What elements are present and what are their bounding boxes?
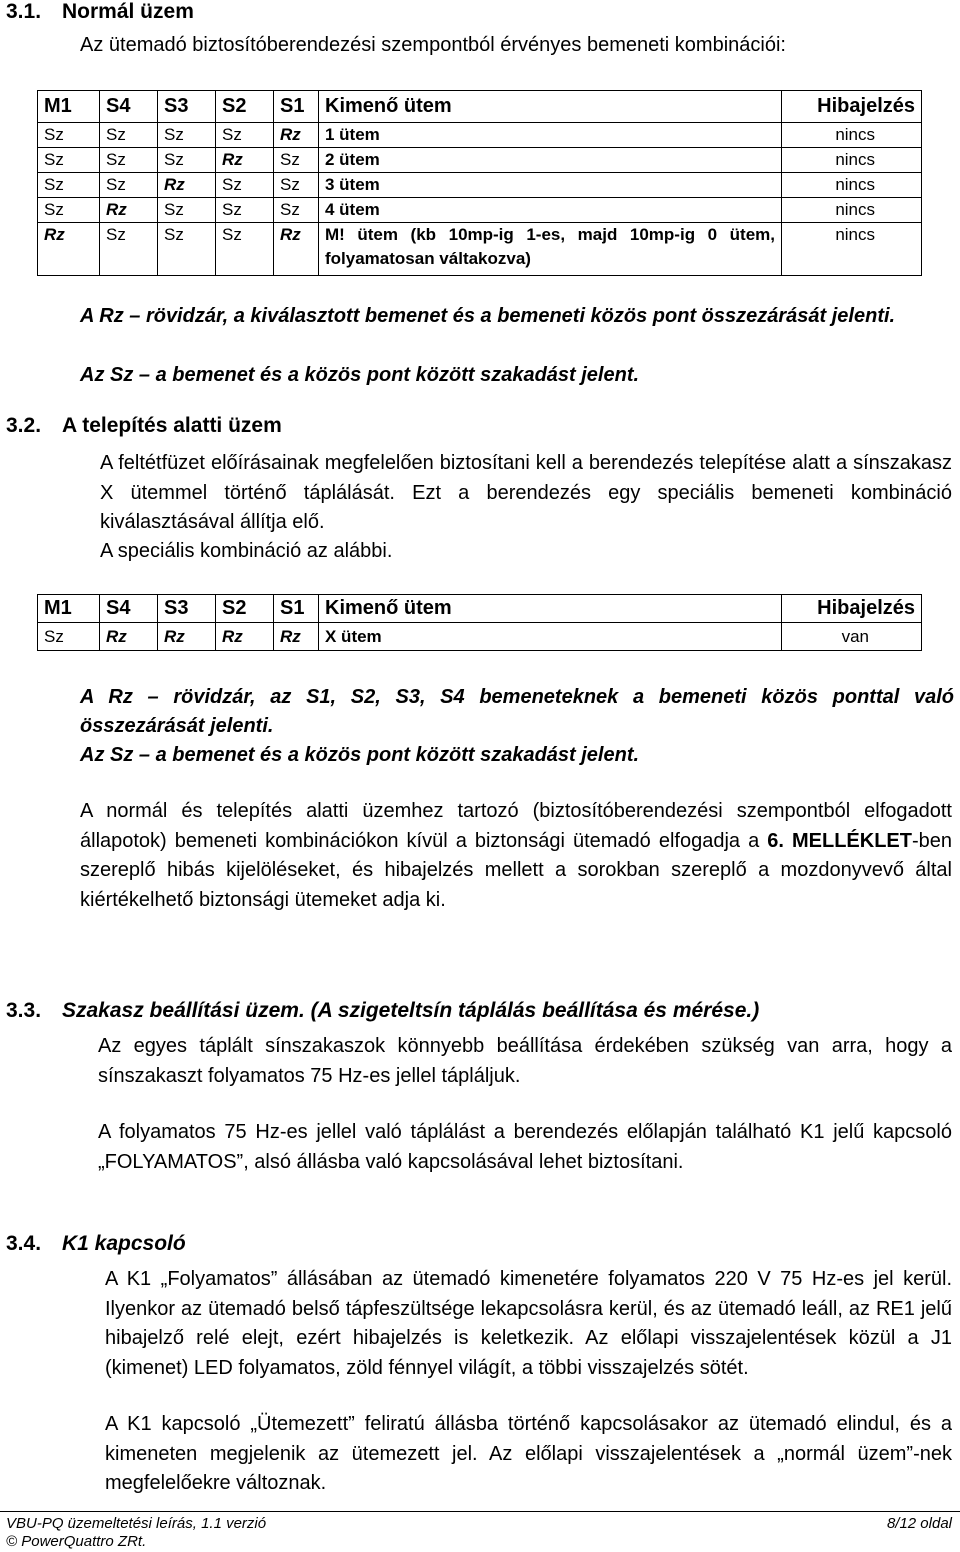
cell-output: 1 ütem (319, 123, 782, 148)
cell: Sz (100, 123, 158, 148)
col-header-output: Kimenő ütem (319, 91, 782, 123)
cell: Sz (100, 148, 158, 173)
cell-output: 4 ütem (319, 198, 782, 223)
text-before: A normál és telepítés alatti üzemhez tartozó (biztosítóberendezési szempontból elfogadott állapotok) bemeneti kombinációkon kívül a biztonsági ütemadó elfogadja a (80, 800, 952, 852)
install-mode-note: A speciális kombináció az alábbi. (100, 540, 393, 562)
col-header-s1: S1 (274, 91, 319, 123)
col-header-s3: S3 (158, 91, 216, 123)
cell: Rz (100, 623, 158, 651)
cell: Sz (216, 198, 274, 223)
cell: Rz (100, 198, 158, 223)
cell-error: nincs (782, 123, 922, 148)
section-heading-3-3 (6, 999, 759, 1023)
section-number: 3.4. (6, 1232, 42, 1255)
cell: Sz (158, 123, 216, 148)
cell: Rz (158, 173, 216, 198)
cell: Sz (100, 223, 158, 276)
section-3-4-paragraph-2: A K1 kapcsoló „Ütemezett” feliratú állásba történő kapcsolásakor az ütemadó elindul, és a kimeneten megjelenik az ütemezett jel. Az előlapi visszajelentések a „normál üzem”-nek megfelelőekre változnak. (105, 1413, 952, 1494)
note-sz: Az Sz – a bemenet és a közös pont között szakadást jelent. (80, 364, 640, 386)
section-heading-3-2 (6, 414, 282, 438)
cell: Sz (38, 198, 100, 223)
note-rz: A Rz – rövidzár, a kiválasztott bemenet és a bemeneti közös pont összezárását jelenti. (80, 305, 896, 327)
cell: Sz (274, 198, 319, 223)
cell: Rz (216, 623, 274, 651)
table-row (38, 223, 922, 276)
cell: Rz (274, 623, 319, 651)
cell-output: M! ütem (kb 10mp-ig 1-es, majd 10mp-ig 0 ütem, folyamatosan váltakozva) (319, 223, 782, 276)
section-title: Normál üzem (62, 0, 194, 23)
section-number: 3.3. (6, 999, 42, 1022)
cell: Sz (216, 173, 274, 198)
cell: Sz (100, 173, 158, 198)
cell: Rz (274, 123, 319, 148)
valid-inputs-table (37, 90, 922, 276)
footer-divider (0, 1511, 960, 1512)
appendix-reference: 6. MELLÉKLET (767, 829, 912, 852)
col-header-error: Hibajelzés (782, 91, 922, 123)
col-header-s4: S4 (100, 595, 158, 623)
cell: Sz (216, 123, 274, 148)
cell-output: 2 ütem (319, 148, 782, 173)
section-heading-3-4 (6, 1232, 186, 1256)
table-row (38, 198, 922, 223)
footer-doc-title: VBU-PQ üzemeltetési leírás, 1.1 verzió (6, 1515, 267, 1532)
table-header-row (38, 595, 922, 623)
col-header-m1: M1 (38, 91, 100, 123)
cell: Rz (216, 148, 274, 173)
cell: Rz (158, 623, 216, 651)
col-header-m1: M1 (38, 595, 100, 623)
table-row (38, 148, 922, 173)
cell: Sz (38, 148, 100, 173)
table-header-row (38, 91, 922, 123)
col-header-s2: S2 (216, 595, 274, 623)
install-mode-paragraph: A feltétfüzet előírásainak megfelelően biztosítani kell a berendezés telepítése alatt a sínszakasz X ütemmel történő táplálását. Ezt a berendezés egy speciális bemeneti kombináció kiválasztásával állítja elő. (100, 452, 952, 533)
section-number: 3.2. (6, 414, 42, 437)
table-row (38, 173, 922, 198)
cell-error: van (782, 623, 922, 651)
cell: Sz (158, 223, 216, 276)
cell-output: 3 ütem (319, 173, 782, 198)
accepted-combinations-paragraph (80, 797, 952, 915)
cell: Sz (38, 173, 100, 198)
section-title: A telepítés alatti üzem (62, 414, 282, 437)
section-number: 3.1. (6, 0, 42, 23)
table-row (38, 623, 922, 651)
cell: Sz (158, 198, 216, 223)
cell-error: nincs (782, 148, 922, 173)
section-3-3-paragraph-2: A folyamatos 75 Hz-es jellel való táplálást a berendezés előlapján található K1 jelű kapcsoló „FOLYAMATOS”, alsó állásba való kapcsolásával lehet biztosítani. (98, 1121, 952, 1173)
section-title: K1 kapcsoló (62, 1232, 186, 1255)
table-row (38, 123, 922, 148)
section-title: Szakasz beállítási üzem. (A szigeteltsín táplálás beállítása és mérése.) (62, 999, 760, 1022)
note-sz-2: Az Sz – a bemenet és a közös pont között szakadást jelent. (80, 744, 640, 766)
cell: Rz (274, 223, 319, 276)
section-3-4-paragraph-1: A K1 „Folyamatos” állásában az ütemadó kimenetére folyamatos 220 V 75 Hz-es jel kerül. Ilyenkor az ütemadó belső tápfeszültsége lekapcsolásra kerül, és az ütemadó leáll, az RE1 jelű hibajelző relé elejt, ezért hibajelzés is keletkezik. Az előlapi visszajelentések közül a J1 (kimenet) LED folyamatos, zöld fénnyel világít, a többi visszajelzés sötét. (105, 1268, 952, 1379)
cell-error: nincs (782, 198, 922, 223)
cell-error: nincs (782, 223, 922, 276)
footer-page-number: 8/12 oldal (886, 1515, 952, 1532)
cell: Rz (38, 223, 100, 276)
cell-output: X ütem (319, 623, 782, 651)
text-after: -ben szereplő hibás kijelöléseket, és hibajelzés mellett a sorokban szereplő a mozdonyvevő által kiértékelhető biztonsági ütemeket adja ki. (80, 829, 952, 911)
section-3-3-paragraph-1: Az egyes táplált sínszakaszok könnyebb beállítása érdekében szükség van arra, hogy a sínszakaszt folyamatos 75 Hz-es jellel tápláljuk. (98, 1035, 952, 1087)
cell: Sz (274, 173, 319, 198)
cell: Sz (38, 623, 100, 651)
col-header-s3: S3 (158, 595, 216, 623)
footer-company: © PowerQuattro ZRt. (6, 1533, 147, 1550)
section-heading-3-1 (6, 0, 194, 24)
col-header-s1: S1 (274, 595, 319, 623)
col-header-s4: S4 (100, 91, 158, 123)
col-header-s2: S2 (216, 91, 274, 123)
cell: Sz (216, 223, 274, 276)
col-header-output: Kimenő ütem (319, 595, 782, 623)
install-inputs-table (37, 594, 922, 651)
note-rz-2: A Rz – rövidzár, az S1, S2, S3, S4 bemeneteknek a bemeneti közös ponttal való összezárását jelenti. (80, 686, 954, 737)
cell: Sz (274, 148, 319, 173)
col-header-error: Hibajelzés (782, 595, 922, 623)
cell: Sz (158, 148, 216, 173)
cell: Sz (38, 123, 100, 148)
cell-error: nincs (782, 173, 922, 198)
intro-paragraph: Az ütemadó biztosítóberendezési szempontból érvényes bemeneti kombinációi: (80, 34, 786, 56)
